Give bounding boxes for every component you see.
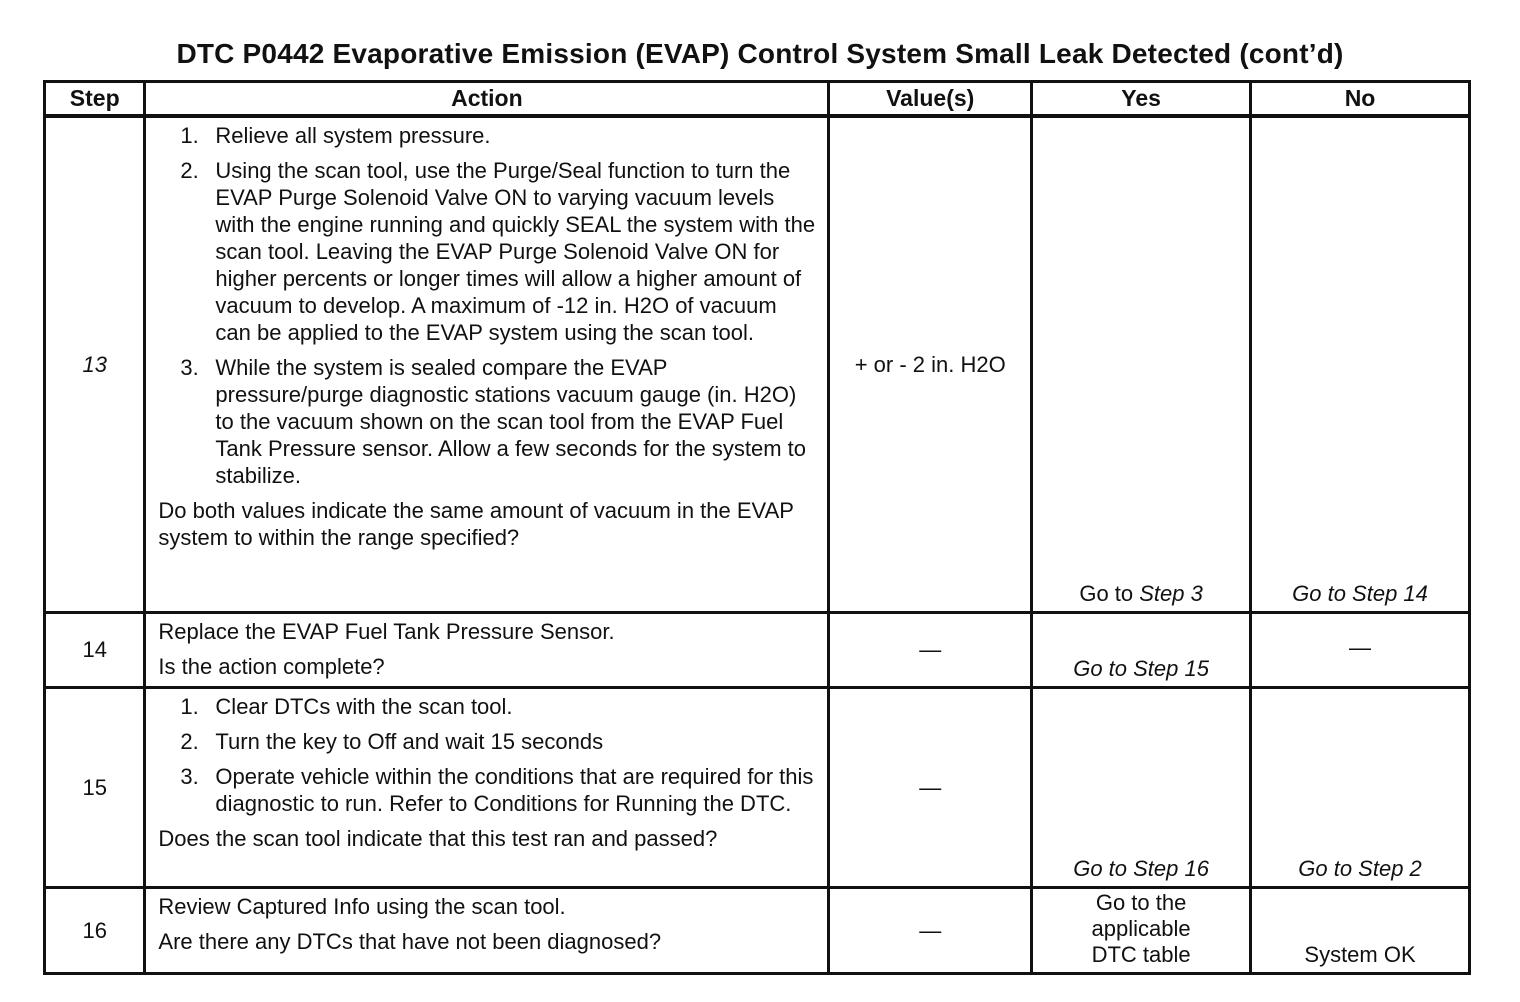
yes-cell [1032, 116, 1251, 612]
header-yes: Yes [1032, 82, 1251, 117]
yes-cell: Go to Step 15 [1032, 612, 1251, 687]
header-action: Action [145, 82, 829, 117]
table-row-step-15 [45, 687, 1470, 887]
value-cell: — [829, 887, 1032, 973]
question-text: Does the scan tool indicate that this test ran and passed? [158, 825, 718, 851]
question-text: Do both values indicate the same amount of vacuum in the EVAP system to within the range specified? [158, 498, 794, 550]
question-text: Is the action complete? [158, 653, 385, 679]
action-text: Review Captured Info using the scan tool. [158, 893, 566, 919]
list-item [158, 693, 815, 720]
list-item [158, 122, 815, 149]
yes-line: DTC table [1091, 941, 1191, 967]
no-cell: Go to Step 14 [1251, 116, 1470, 612]
action-cell [145, 612, 829, 687]
item-number: 3. [180, 355, 199, 380]
header-row [45, 82, 1470, 117]
value-cell: — [829, 612, 1032, 687]
list-item [158, 354, 815, 489]
step-number: 13 [45, 116, 145, 612]
item-text: Turn the key to Off and wait 15 seconds [215, 728, 604, 754]
table-row-step-16 [45, 887, 1470, 973]
step-number: 14 [45, 612, 145, 687]
yes-line: Go to the [1095, 889, 1187, 915]
table-row-step-13 [45, 116, 1470, 612]
no-cell: System OK [1251, 887, 1470, 973]
action-steps [158, 122, 815, 489]
step-number: 15 [45, 687, 145, 887]
header-step: Step [45, 82, 145, 117]
item-text: Using the scan tool, use the Purge/Seal function to turn the EVAP Purge Solenoid Valve ON to varying vacuum levels with the engine running and quickly SEAL the system with the scan tool. Leaving the EVAP Purge Solenoid Valve ON for higher percents or longer times will allow a higher amount of vacuum to develop. A maximum of -12 in. H2O of vacuum can be applied to the EVAP system using the scan tool. [215, 158, 816, 345]
item-number: 3. [180, 763, 199, 789]
item-text: Clear DTCs with the scan tool. [215, 693, 513, 719]
yes-cell: Go to Step 16 [1032, 687, 1251, 887]
value-cell: — [829, 687, 1032, 887]
action-cell [145, 687, 829, 887]
no-cell: — [1251, 612, 1470, 687]
header-values: Value(s) [829, 82, 1032, 117]
item-number: 2. [180, 728, 199, 754]
yes-step-ref: Step 3 [1139, 580, 1203, 606]
list-item [158, 157, 815, 346]
list-item [158, 728, 815, 755]
yes-prefix: Go to [1079, 580, 1140, 606]
value-cell: + or - 2 in. H2O [829, 116, 1032, 612]
yes-line: applicable [1091, 915, 1191, 941]
no-cell: Go to Step 2 [1251, 687, 1470, 887]
item-text: While the system is sealed compare the EVAP pressure/purge diagnostic stations vacuum gauge (in. H2O) to the vacuum shown on the scan tool from the EVAP Fuel Tank Pressure sensor. Allow a few seconds for the system to stabilize. [215, 355, 807, 488]
action-cell [145, 887, 829, 973]
item-number: 1. [180, 693, 199, 719]
action-text: Replace the EVAP Fuel Tank Pressure Sensor. [158, 618, 615, 644]
action-cell [145, 116, 829, 612]
item-text: Operate vehicle within the conditions that are required for this diagnostic to run. Refer to Conditions for Running the DTC. [215, 763, 814, 816]
list-item [158, 763, 815, 817]
table-row-step-14 [45, 612, 1470, 687]
item-number: 2. [180, 158, 199, 183]
action-steps [158, 693, 815, 817]
item-number: 1. [180, 123, 199, 148]
item-text: Relieve all system pressure. [215, 123, 491, 148]
header-no: No [1251, 82, 1470, 117]
question-text: Are there any DTCs that have not been diagnosed? [158, 928, 662, 954]
yes-cell [1032, 887, 1251, 973]
diagnostic-table [43, 80, 1471, 975]
page-title: DTC P0442 Evaporative Emission (EVAP) Control System Small Leak Detected (cont’d) [176, 38, 1344, 69]
step-number: 16 [45, 887, 145, 973]
